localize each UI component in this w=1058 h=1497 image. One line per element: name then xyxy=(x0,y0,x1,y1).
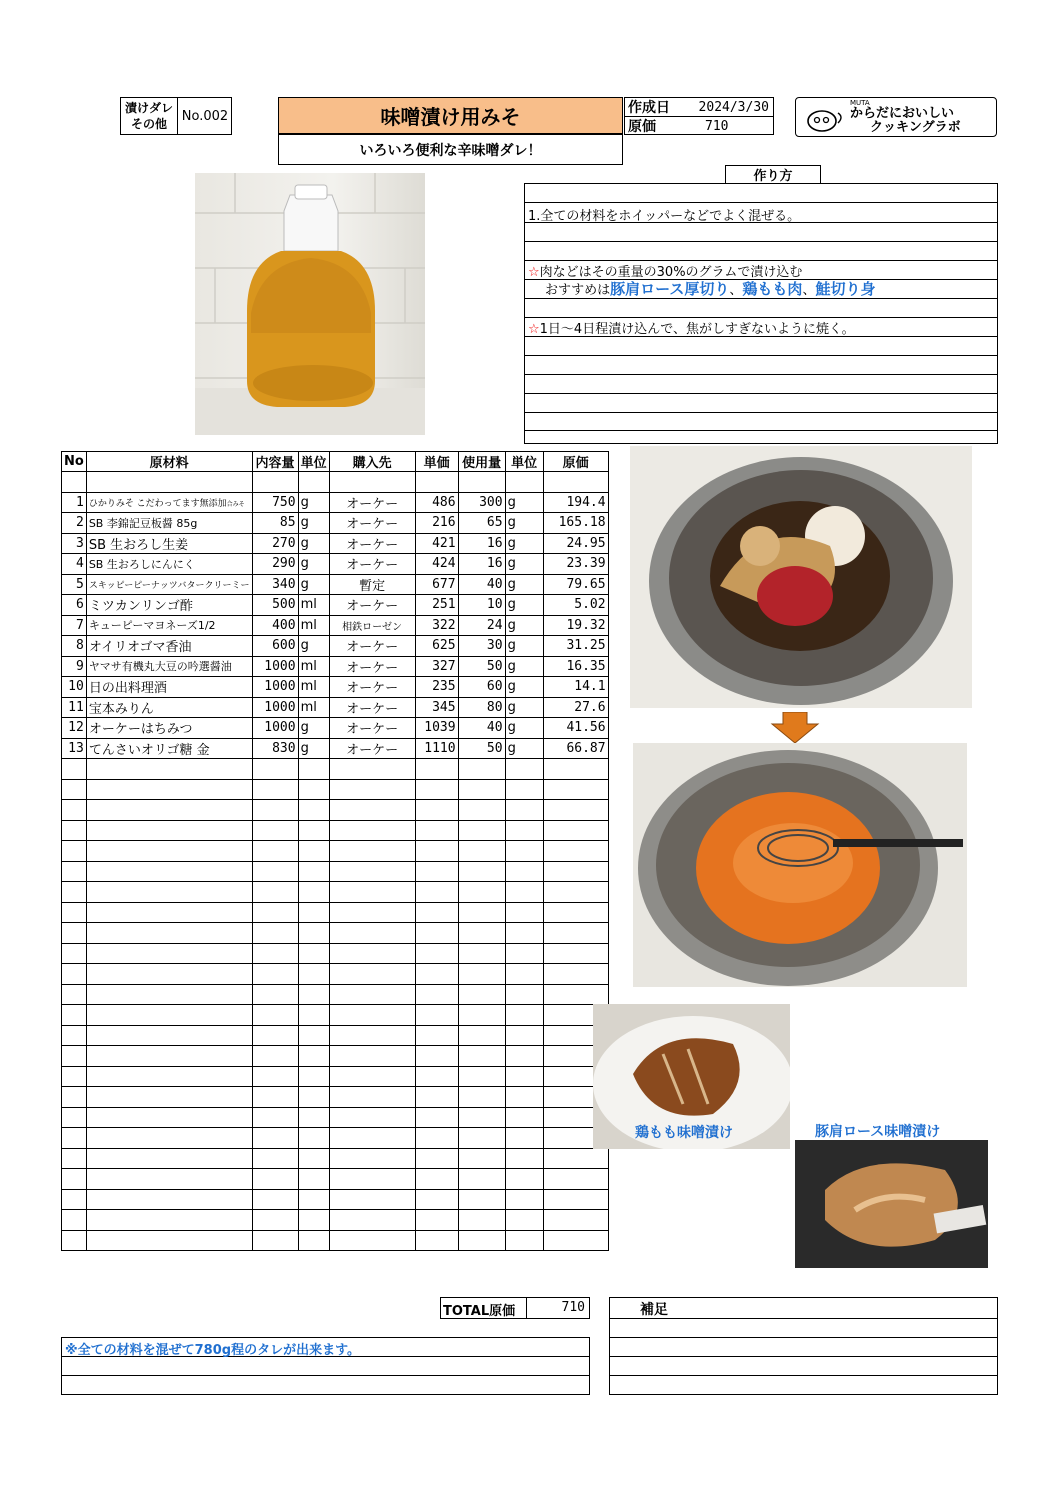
table-row xyxy=(62,861,609,882)
cell-shop: オーケー xyxy=(329,554,415,575)
col-name: 原材料 xyxy=(86,452,252,472)
cell-content: 600 xyxy=(252,636,298,657)
rec-chicken: 鶏もも肉 xyxy=(742,280,803,298)
cell-price: 486 xyxy=(415,492,458,513)
ingredient-name: SB 生おろしにんにく xyxy=(88,557,195,571)
cell-unit: g xyxy=(298,513,329,534)
cell-unit2: g xyxy=(505,697,543,718)
cell-price: 1039 xyxy=(415,718,458,739)
cell-cost: 31.25 xyxy=(543,636,608,657)
col-cost: 原価 xyxy=(543,452,608,472)
cell-shop: オーケー xyxy=(329,697,415,718)
cell-unit2: g xyxy=(505,636,543,657)
cell-name xyxy=(86,533,252,554)
cell-shop: オーケー xyxy=(329,595,415,616)
table-row xyxy=(62,513,609,534)
pork-dish-photo xyxy=(795,1140,988,1268)
cell-price: 1110 xyxy=(415,738,458,759)
col-price: 単価 xyxy=(415,452,458,472)
cell-content: 340 xyxy=(252,574,298,595)
cell-cost: 41.56 xyxy=(543,718,608,739)
cell-used: 24 xyxy=(458,615,505,636)
note-text: ※全ての材料を混ぜて780g程のタレが出来ます。 xyxy=(65,1343,361,1358)
cell-cost: 19.32 xyxy=(543,615,608,636)
table-row xyxy=(62,779,609,800)
page-subtitle: いろいろ便利な辛味噌ダレ！ xyxy=(278,134,623,165)
table-row xyxy=(62,1169,609,1190)
cell-content: 750 xyxy=(252,492,298,513)
ingredient-name: 宝本みりん xyxy=(88,701,154,717)
cell-price: 677 xyxy=(415,574,458,595)
col-no: No xyxy=(62,452,87,472)
cell-content: 85 xyxy=(252,513,298,534)
caption-chicken: 鶏もも味噌漬け xyxy=(635,1125,733,1141)
table-row xyxy=(62,1025,609,1046)
table-row xyxy=(62,472,609,493)
cell-no: 11 xyxy=(62,697,87,718)
cell-unit2: g xyxy=(505,533,543,554)
table-row xyxy=(62,1210,609,1231)
ingredients-table xyxy=(61,451,609,1251)
col-unit2: 単位 xyxy=(505,452,543,472)
cell-name xyxy=(86,677,252,698)
cell-price: 216 xyxy=(415,513,458,534)
table-row xyxy=(62,533,609,554)
ingredient-name: ひかりみそ こだわってます無添加 xyxy=(88,498,227,509)
category-line2: その他 xyxy=(130,117,167,131)
cell-shop: オーケー xyxy=(329,513,415,534)
ingredient-name: ヤマサ有機丸大豆の吟選醤油 xyxy=(88,660,232,674)
cell-cost: 79.65 xyxy=(543,574,608,595)
cell-cost: 24.95 xyxy=(543,533,608,554)
cell-used: 60 xyxy=(458,677,505,698)
total-box xyxy=(440,1297,590,1319)
table-row xyxy=(62,841,609,862)
table-row xyxy=(62,800,609,821)
table-row xyxy=(62,923,609,944)
cell-used: 16 xyxy=(458,533,505,554)
rec-pork: 豚肩ロース厚切り xyxy=(610,280,730,298)
howto-heading: 作り方 xyxy=(725,165,821,184)
cell-unit: ml xyxy=(298,656,329,677)
arrow-down-icon xyxy=(770,712,820,744)
tip1-text: 肉などはその重量の30%のグラムで漬け込む xyxy=(539,265,803,280)
cell-unit2: g xyxy=(505,574,543,595)
cell-name xyxy=(86,718,252,739)
cell-no: 13 xyxy=(62,738,87,759)
howto-box xyxy=(524,183,998,444)
mixed-sauce-photo xyxy=(633,743,967,987)
cell-name xyxy=(86,554,252,575)
cell-cost: 23.39 xyxy=(543,554,608,575)
table-row xyxy=(62,615,609,636)
cell-shop: オーケー xyxy=(329,738,415,759)
ingredient-name: 日の出料理酒 xyxy=(88,681,167,697)
cell-shop: オーケー xyxy=(329,677,415,698)
cell-unit2: g xyxy=(505,554,543,575)
cost-label: 原価 xyxy=(628,119,656,135)
cell-unit2: g xyxy=(505,677,543,698)
rec-salmon: 鮭切り身 xyxy=(815,280,876,298)
cell-used: 30 xyxy=(458,636,505,657)
cell-unit: g xyxy=(298,636,329,657)
cell-name xyxy=(86,636,252,657)
cell-used: 50 xyxy=(458,656,505,677)
cell-used: 300 xyxy=(458,492,505,513)
cell-name xyxy=(86,697,252,718)
star-icon: ☆ xyxy=(528,322,540,337)
table-row xyxy=(62,943,609,964)
star-icon: ☆ xyxy=(528,265,540,280)
cell-content: 270 xyxy=(252,533,298,554)
cell-content: 500 xyxy=(252,595,298,616)
cell-unit2: g xyxy=(505,656,543,677)
cell-price: 424 xyxy=(415,554,458,575)
cell-unit2: g xyxy=(505,513,543,534)
cell-unit2: g xyxy=(505,718,543,739)
cell-name xyxy=(86,513,252,534)
table-row xyxy=(62,1128,609,1149)
table-row xyxy=(62,595,609,616)
cell-shop: オーケー xyxy=(329,492,415,513)
table-row xyxy=(62,882,609,903)
cell-cost: 66.87 xyxy=(543,738,608,759)
table-row xyxy=(62,677,609,698)
cell-name xyxy=(86,656,252,677)
howto-tip2 xyxy=(528,318,855,337)
cell-name xyxy=(86,574,252,595)
ingredient-name: キューピーマヨネーズ1/2 xyxy=(88,619,216,633)
table-row xyxy=(62,1066,609,1087)
cell-shop: オーケー xyxy=(329,718,415,739)
table-row xyxy=(62,1148,609,1169)
cell-unit2: g xyxy=(505,738,543,759)
ingredient-name: ミツカンリンゴ酢 xyxy=(88,599,193,615)
cell-used: 16 xyxy=(458,554,505,575)
cell-price: 322 xyxy=(415,615,458,636)
table-row xyxy=(62,1046,609,1067)
cell-no: 10 xyxy=(62,677,87,698)
cell-cost: 14.1 xyxy=(543,677,608,698)
cell-no: 12 xyxy=(62,718,87,739)
cell-shop: 相鉄ローゼン xyxy=(329,615,415,636)
cell-cost: 165.18 xyxy=(543,513,608,534)
howto-recommend xyxy=(545,278,875,299)
rec-sep1: 、 xyxy=(729,283,743,298)
category-box xyxy=(120,97,232,135)
chef-face-icon xyxy=(800,99,850,135)
cell-content: 1000 xyxy=(252,656,298,677)
created-value: 2024/3/30 xyxy=(698,99,769,115)
cell-cost: 194.4 xyxy=(543,492,608,513)
cell-name xyxy=(86,615,252,636)
cell-no: 2 xyxy=(62,513,87,534)
brand-logo xyxy=(795,97,997,137)
cell-no: 3 xyxy=(62,533,87,554)
cell-no: 4 xyxy=(62,554,87,575)
table-row xyxy=(62,1005,609,1026)
cell-content: 1000 xyxy=(252,697,298,718)
cell-unit: g xyxy=(298,718,329,739)
table-row xyxy=(62,492,609,513)
cell-used: 50 xyxy=(458,738,505,759)
ingredient-name: SB 李錦記豆板醤 85g xyxy=(88,516,198,530)
total-label: TOTAL原価 xyxy=(443,1304,516,1319)
table-row xyxy=(62,554,609,575)
table-row xyxy=(62,636,609,657)
cell-unit: ml xyxy=(298,595,329,616)
cell-name xyxy=(86,595,252,616)
total-value: 710 xyxy=(561,1300,585,1315)
sauce-bottle-photo xyxy=(195,173,425,435)
cell-content: 830 xyxy=(252,738,298,759)
cell-no: 5 xyxy=(62,574,87,595)
cell-unit: g xyxy=(298,738,329,759)
cell-shop: オーケー xyxy=(329,636,415,657)
rec-prefix: おすすめは xyxy=(545,283,611,298)
col-shop: 購入先 xyxy=(329,452,415,472)
cell-name xyxy=(86,492,252,513)
rec-sep2: 、 xyxy=(802,283,816,298)
cell-no: 6 xyxy=(62,595,87,616)
cell-no: 1 xyxy=(62,492,87,513)
cell-shop: 暫定 xyxy=(329,574,415,595)
logo-line2: クッキングラボ xyxy=(870,120,961,135)
table-header-row xyxy=(62,452,609,472)
cell-unit: g xyxy=(298,574,329,595)
note-box xyxy=(61,1337,590,1395)
table-row xyxy=(62,1107,609,1128)
recipe-number: No.002 xyxy=(181,108,229,124)
cell-cost: 16.35 xyxy=(543,656,608,677)
cost-value: 710 xyxy=(705,118,729,134)
table-row xyxy=(62,984,609,1005)
ingredient-name: SB 生おろし生姜 xyxy=(88,537,189,553)
howto-step1: 1.全ての材料をホイッパーなどでよく混ぜる。 xyxy=(528,209,801,224)
supplement-box xyxy=(609,1297,998,1395)
cell-price: 235 xyxy=(415,677,458,698)
cell-price: 327 xyxy=(415,656,458,677)
category-line1: 漬けダレ xyxy=(124,101,173,115)
cell-shop: オーケー xyxy=(329,656,415,677)
cell-unit: g xyxy=(298,492,329,513)
cell-unit2: g xyxy=(505,595,543,616)
cell-price: 625 xyxy=(415,636,458,657)
cell-used: 80 xyxy=(458,697,505,718)
cell-no: 8 xyxy=(62,636,87,657)
cell-unit: ml xyxy=(298,697,329,718)
ingredients-bowl-photo xyxy=(630,446,972,708)
table-row xyxy=(62,738,609,759)
cell-price: 421 xyxy=(415,533,458,554)
cell-used: 65 xyxy=(458,513,505,534)
table-row xyxy=(62,1189,609,1210)
cell-unit: g xyxy=(298,533,329,554)
ingredient-name: オーケーはちみつ xyxy=(88,722,193,738)
cell-unit2: g xyxy=(505,615,543,636)
cell-unit: ml xyxy=(298,677,329,698)
cell-content: 400 xyxy=(252,615,298,636)
ingredient-name: てんさいオリゴ糖 金 xyxy=(88,742,210,758)
cell-cost: 5.02 xyxy=(543,595,608,616)
cell-price: 251 xyxy=(415,595,458,616)
cell-used: 10 xyxy=(458,595,505,616)
ingredient-name-note: 合みそ xyxy=(226,500,245,508)
table-row xyxy=(62,697,609,718)
created-label: 作成日 xyxy=(628,100,670,116)
cell-shop: オーケー xyxy=(329,533,415,554)
cell-no: 7 xyxy=(62,615,87,636)
cell-content: 1000 xyxy=(252,718,298,739)
col-content: 内容量 xyxy=(252,452,298,472)
caption-pork: 豚肩ロース味噌漬け xyxy=(815,1124,941,1140)
cell-used: 40 xyxy=(458,574,505,595)
logo-line1: からだにおいしい xyxy=(850,106,955,121)
table-row xyxy=(62,902,609,923)
table-row xyxy=(62,964,609,985)
table-row xyxy=(62,718,609,739)
cell-content: 1000 xyxy=(252,677,298,698)
cell-used: 40 xyxy=(458,718,505,739)
table-row xyxy=(62,1087,609,1108)
cell-unit: ml xyxy=(298,615,329,636)
table-row xyxy=(62,820,609,841)
table-row xyxy=(62,656,609,677)
cell-cost: 27.6 xyxy=(543,697,608,718)
cell-price: 345 xyxy=(415,697,458,718)
cell-content: 290 xyxy=(252,554,298,575)
logo-small-text: MUTA xyxy=(850,99,870,107)
table-row xyxy=(62,574,609,595)
meta-box xyxy=(624,97,774,135)
cell-no: 9 xyxy=(62,656,87,677)
tip2-text: 1日～4日程漬け込んで、焦がしすぎないように焼く。 xyxy=(539,322,855,337)
ingredient-name: スキッピーピーナッツバタークリーミー xyxy=(88,580,250,591)
cell-unit: g xyxy=(298,554,329,575)
cell-unit2: g xyxy=(505,492,543,513)
page-title: 味噌漬け用みそ xyxy=(278,97,623,134)
table-row xyxy=(62,759,609,780)
table-row xyxy=(62,1230,609,1251)
col-unit: 単位 xyxy=(298,452,329,472)
ingredient-name: オイリオゴマ香油 xyxy=(88,640,192,656)
col-used: 使用量 xyxy=(458,452,505,472)
cell-name xyxy=(86,738,252,759)
supplement-label: 補足 xyxy=(640,1302,668,1318)
